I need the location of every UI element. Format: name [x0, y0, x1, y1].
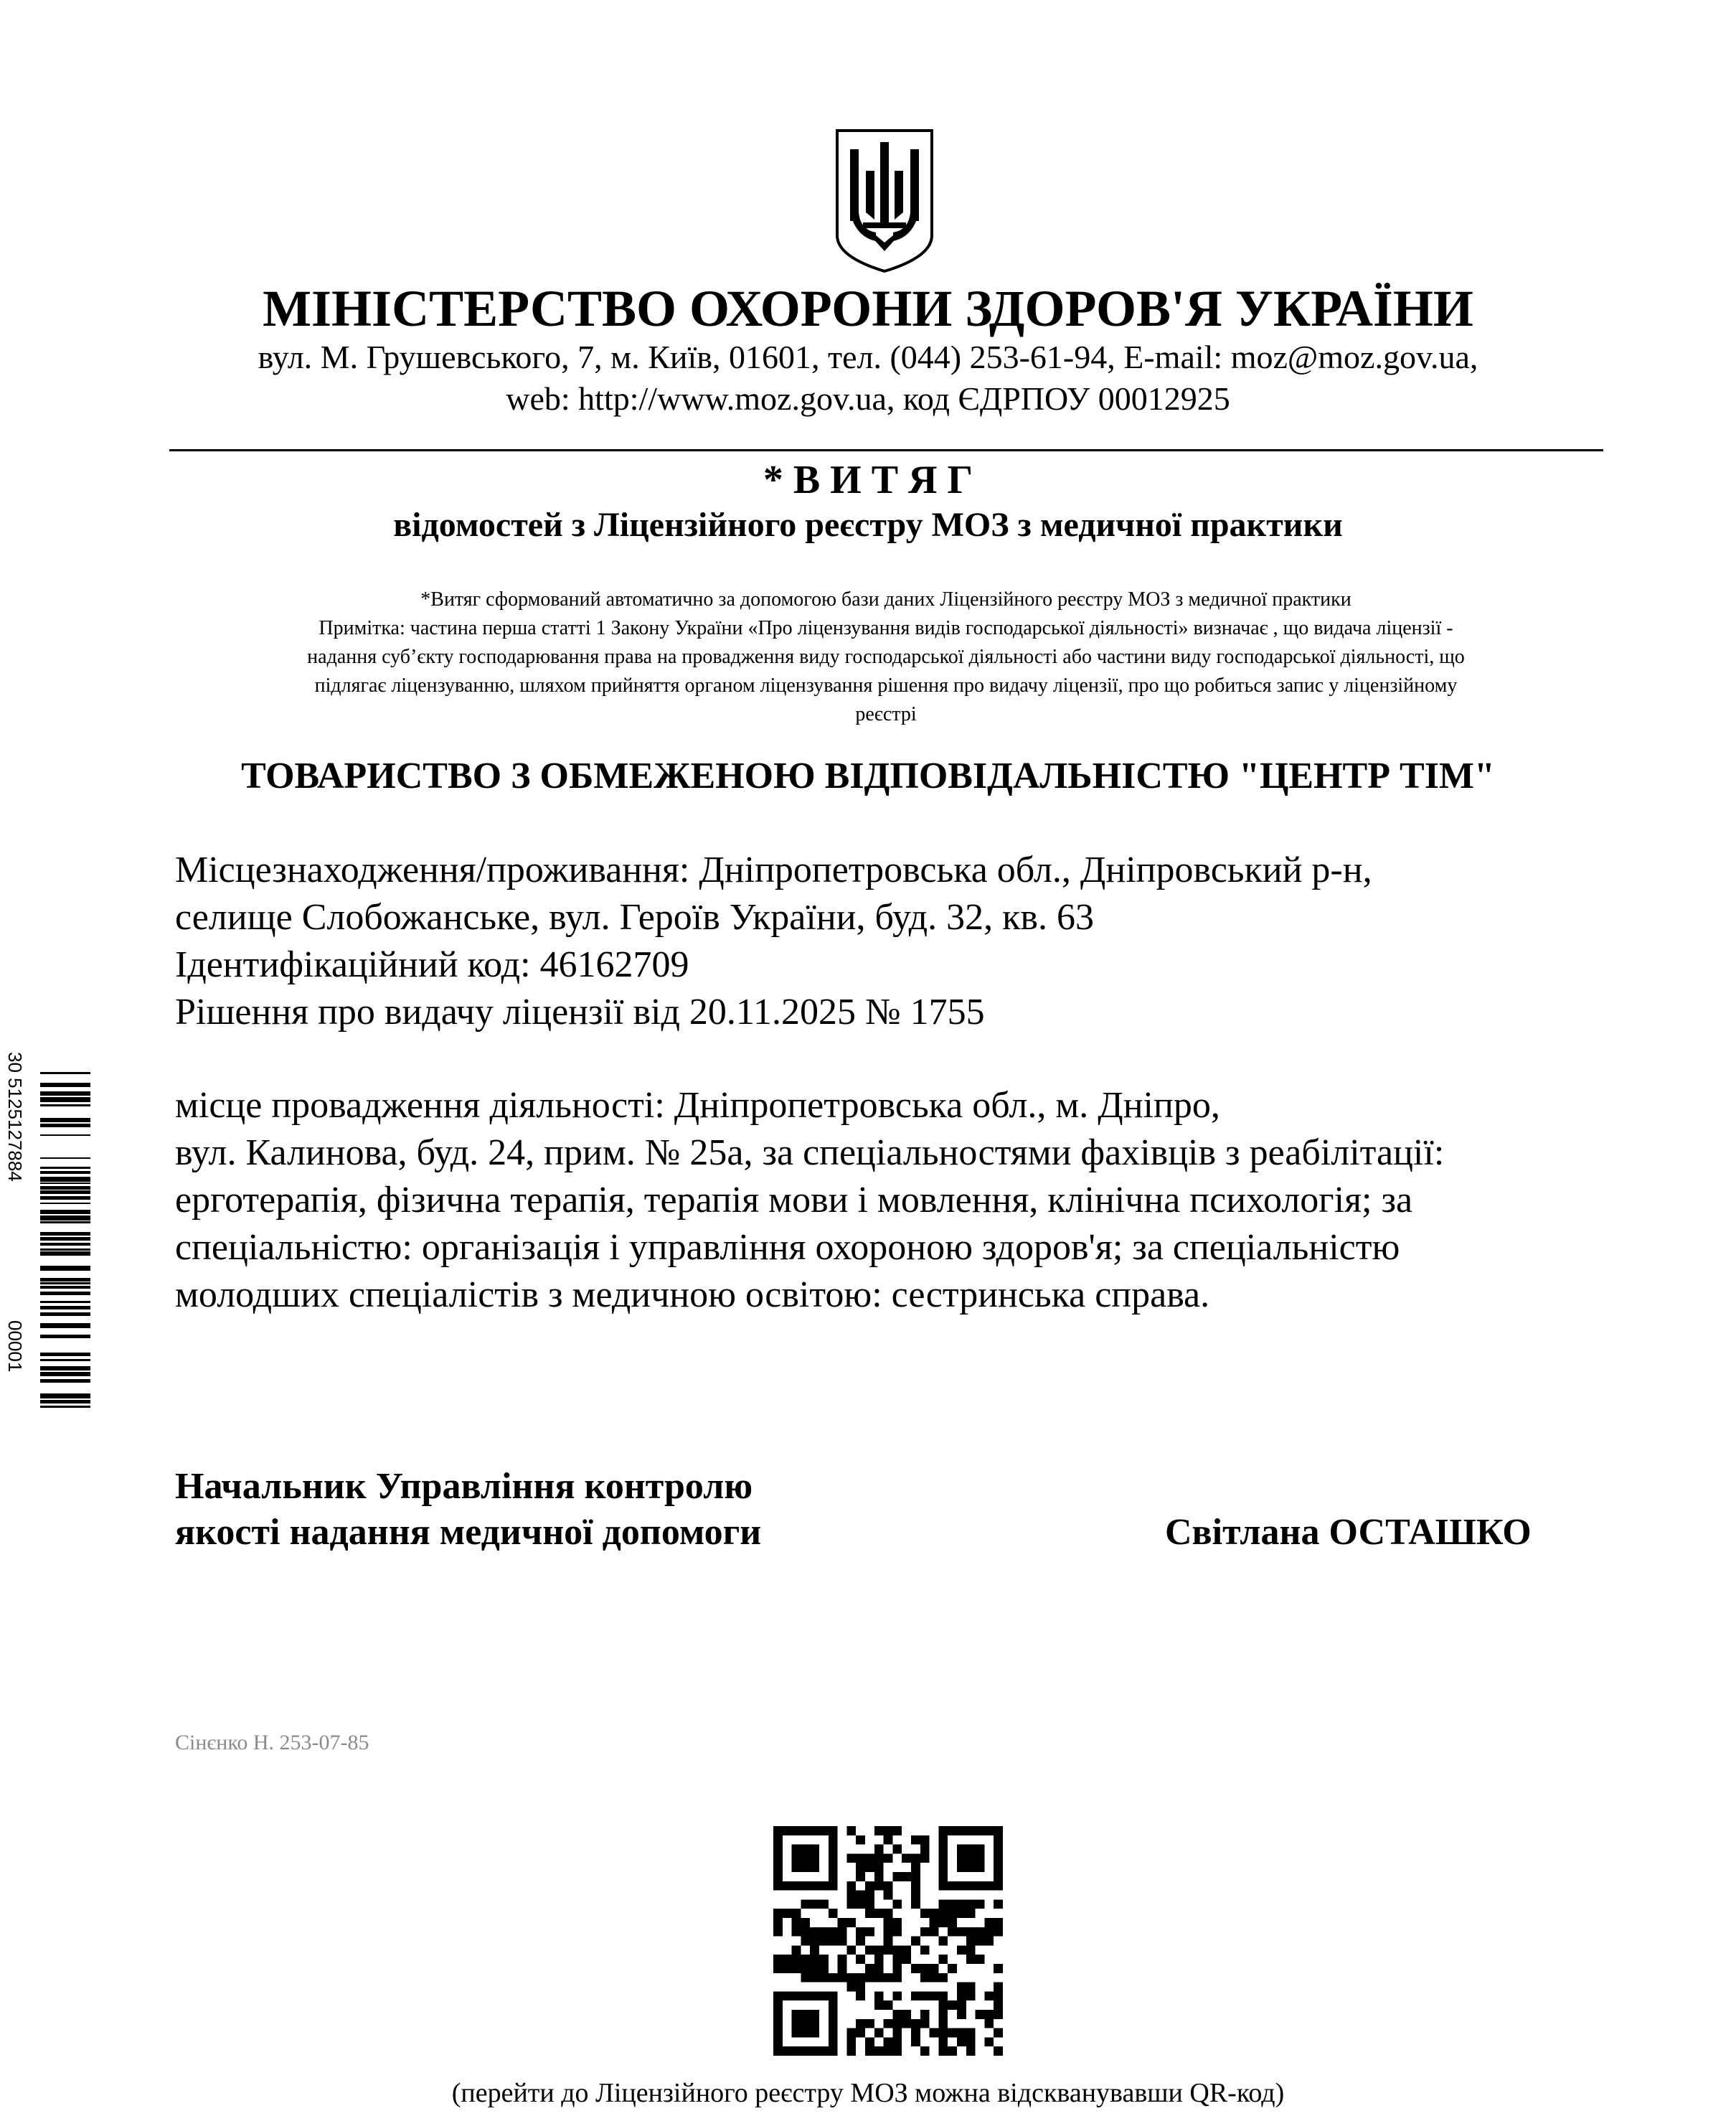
location-line: Місцезнаходження/проживання: Дніпропетровська обл., Дніпровський р-н, [175, 850, 1372, 890]
barcode-icon [40, 1066, 90, 1411]
executor-contact: Сінєнко Н. 253-07-85 [175, 1731, 369, 1754]
note-line: підлягає ліцензуванню, шляхом прийняття органом ліцензування рішення про видачу ліцензії, про що робиться запис у ліцензійному [314, 674, 1458, 697]
company-location [175, 847, 1601, 941]
position-line: Начальник Управління контролю [175, 1466, 753, 1507]
document-subtitle: відомостей з Ліцензійного реєстру МОЗ з медичної практики [393, 506, 1343, 544]
location-line: селище Слобожанське, вул. Героїв України, буд. 32, кв. 63 [175, 897, 1094, 938]
note-line: реєстрі [855, 703, 917, 725]
company-id-code: Ідентифікаційний код: 46162709 [175, 944, 689, 985]
activity-line: місце провадження діяльності: Дніпропетровська обл., м. Дніпро, [175, 1085, 1220, 1126]
qr-caption: (перейти до Ліцензійного реєстру МОЗ можна відскванувавши QR-код) [451, 2078, 1285, 2108]
document-title: * В И Т Я Г [763, 458, 973, 502]
note-line: *Витяг сформований автоматично за допомогою бази даних Ліцензійного реєстру МОЗ з медичної практики [420, 588, 1351, 611]
qr-code-icon[interactable] [773, 1826, 1003, 2056]
license-decision: Рішення про видачу ліцензії від 20.11.2025 № 1755 [175, 992, 985, 1033]
trident-emblem-icon [834, 128, 935, 274]
ministry-title: МІНІСТЕРСТВО ОХОРОНИ ЗДОРОВ'Я УКРАЇНИ [263, 280, 1473, 337]
note-line: Примітка: частина перша статті 1 Закону України «Про ліцензування видів господарської діяльності» визначає , що видача ліцензії - [319, 617, 1453, 639]
company-name: ТОВАРИСТВО З ОБМЕЖЕНОЮ ВІДПОВІДАЛЬНІСТЮ "ЦЕНТР ТІМ" [241, 756, 1495, 796]
activity-line: спеціальністю: організація і управління охороною здоров'я; за спеціальністю [175, 1227, 1400, 1268]
note-line: надання суб’єкту господарювання права на провадження виду господарської діяльності або частини виду господарської діяльності, що [307, 646, 1465, 668]
ministry-address: вул. М. Грушевського, 7, м. Київ, 01601, тел. (044) 253-61-94, E-mail: moz@moz.gov.ua, [258, 339, 1478, 375]
ministry-web: web: http://www.moz.gov.ua, код ЄДРПОУ 00012925 [506, 380, 1230, 417]
barcode-number-suffix: 00001 [4, 1320, 26, 1373]
activity-line: ерготерапія, фізична терапія, терапія мови і мовлення, клінічна психологія; за [175, 1180, 1413, 1221]
signatory-name: Світлана ОСТАШКО [1165, 1512, 1532, 1553]
activity-line: вул. Калинова, буд. 24, прим. № 25а, за спеціальностями фахівців з реабілітації: [175, 1132, 1445, 1173]
barcode-number: 30 5125127884 [4, 1052, 26, 1182]
header-divider [169, 449, 1603, 451]
activity-line: молодших спеціалістів з медичною освітою: сестринська справа. [175, 1274, 1210, 1315]
signatory-position [175, 1464, 761, 1556]
legal-notes [176, 586, 1595, 729]
activity-place [175, 1082, 1601, 1319]
position-line: якості надання медичної допомоги [175, 1512, 762, 1553]
